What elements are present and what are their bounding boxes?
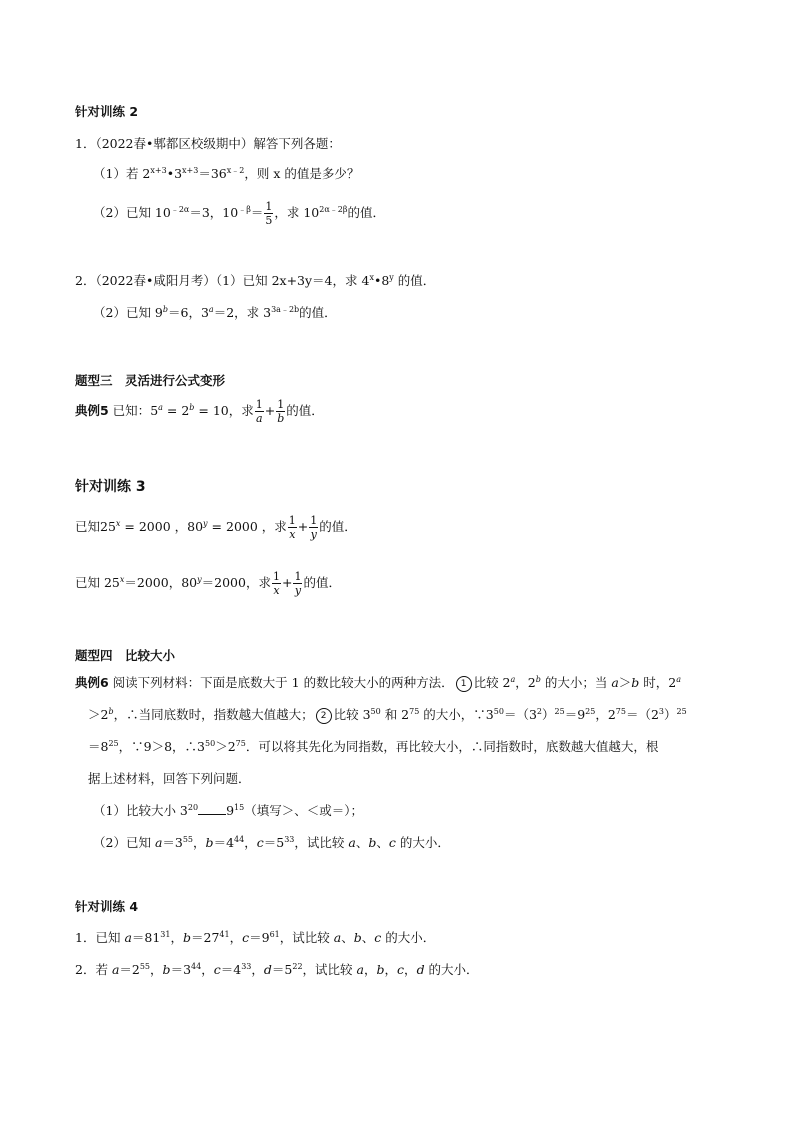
section-heading-practice-3: 针对训练 3 <box>75 479 146 495</box>
question-2-line-1: 2．（2022春•咸阳月考）（1）已知 2x+3y＝4，求 4$^x$•8$^y$ 的值． <box>75 272 436 288</box>
answer-blank[interactable] <box>198 803 226 815</box>
example-6-line-2: $>2^b$，∴当同底数时，指数越大值越大； 2 比较 $3^{50}$ 和 $2^{75}$ 的大小，$\because 3^{50}=(3^2)^{25}=9^{25}$，$2^{75}=(2^3)^{25}$ <box>88 706 687 722</box>
fraction-1-over-b: $\frac{1}{b}$ <box>277 398 285 425</box>
practice-3-line-b: 已知 $25^x=2000$，$80^y=2000$，求 $\frac{1}{x}$ + $\frac{1}{y}$ 的值． <box>75 570 341 597</box>
fraction-1-over-x: $\frac{1}{x}$ <box>288 514 296 541</box>
example-5: 典例5 已知：$5^a = 2^b = 10$，求 $\frac{1}{a}$ + $\frac{1}{b}$ 的值． <box>75 398 324 425</box>
circled-number-1: 1 <box>456 676 472 692</box>
example-6-part-2: （2）已知 $a=3^{55}$，$b=4^{44}$，$c=5^{33}$，试比较 a、b、c 的大小． <box>93 834 450 850</box>
example-6-line-3: $=8^{25}$，∵9＞8，$\therefore 3^{50}>2^{75}$．可以将其先化为同指数，再比较大小，∴同指数时，底数越大值越大，根 <box>88 738 659 754</box>
practice-4-question-1: 1．已知 $a=81^{31}$，$b=27^{41}$，$c=9^{61}$，试比较 a、b、c 的大小． <box>75 929 436 945</box>
question-1-intro: 1．（2022春•郫都区校级期中）解答下列各题： <box>75 136 341 151</box>
fraction-1-over-x: $\frac{1}{x}$ <box>272 570 280 597</box>
section-heading-practice-2: 针对训练 2 <box>75 104 139 119</box>
circled-number-2: 2 <box>316 708 332 724</box>
type-3-heading: 题型三 灵活进行公式变形 <box>75 373 226 388</box>
question-1-part-2: （2）已知 $10^{﹣2\alpha}=3$，$10^{﹣\beta}=$ $\frac{1}{5}$ ，求 $10^{2\alpha﹣2\beta}$的值． <box>93 200 385 227</box>
type-4-heading: 题型四 比较大小 <box>75 648 176 663</box>
section-heading-practice-4: 针对训练 4 <box>75 899 139 914</box>
example-6-part-1: （1）比较大小 $3^{20}$ $9^{15}$（填写＞、＜或＝）； <box>93 802 363 818</box>
fraction-one-fifth: $\frac{1}{5}$ <box>265 200 273 227</box>
question-2-line-2: （2）已知 $9^b=6$，$3^a=2$，求 $3^{3a﹣2b}$的值． <box>93 304 337 320</box>
question-1-part-1: （1）若 $2^{x+3}•3^{x+3}=36^{x﹣2}$，则 x 的值是多少？ <box>93 165 360 181</box>
example-6-line-4: 据上述材料，回答下列问题． <box>88 771 251 786</box>
practice-4-question-2: 2．若 $a=2^{55}$，$b=3^{44}$，$c=4^{33}$，$d=5^{22}$，试比较 a，b，c，d 的大小． <box>75 961 479 977</box>
example-6-line-1: 典例6 阅读下列材料：下面是底数大于 1 的数比较大小的两种方法． 1 比较 2$^a$，2$^b$ 的大小；当 a＞b 时，2$^a$ <box>75 674 682 690</box>
fraction-1-over-y: $\frac{1}{y}$ <box>310 514 318 541</box>
fraction-1-over-y: $\frac{1}{y}$ <box>294 570 302 597</box>
fraction-1-over-a: $\frac{1}{a}$ <box>255 398 263 425</box>
practice-3-line-a: 已知$25^x = 2000$ ，$80^y = 2000$ ，求 $\frac{1}{x}$ + $\frac{1}{y}$ 的值． <box>75 514 357 541</box>
